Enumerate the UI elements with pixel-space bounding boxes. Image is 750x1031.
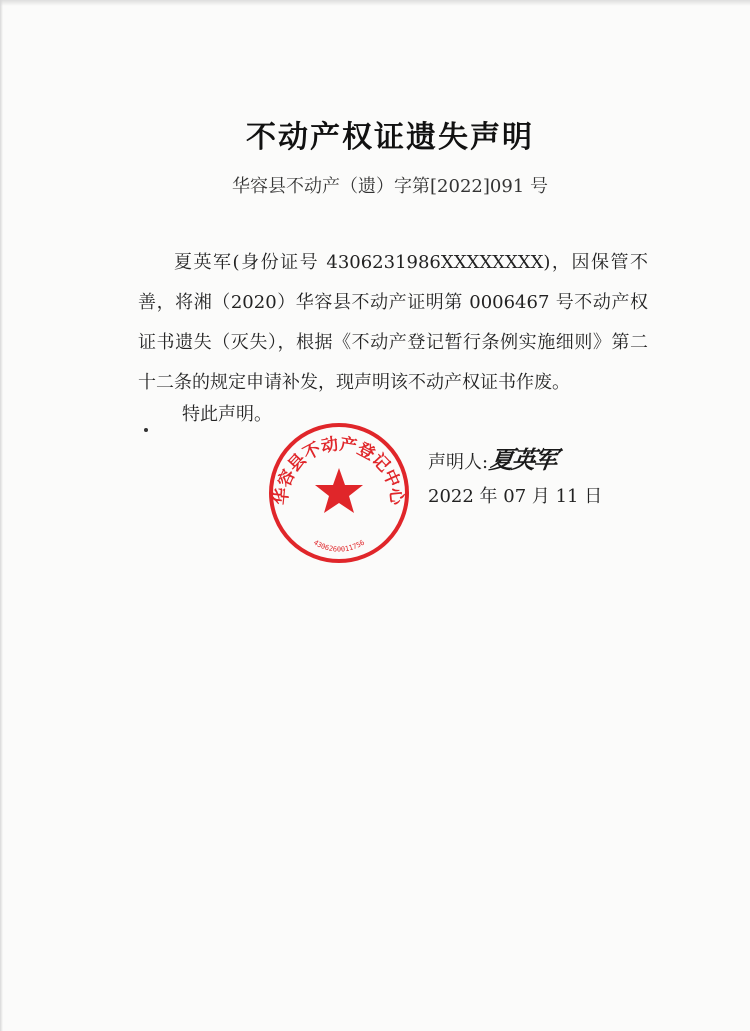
declaration-date: 2022 年 07 月 11 日 [428, 486, 603, 507]
seal-code: 4306260011756 [312, 538, 366, 554]
declarant-line [428, 440, 556, 475]
declaration-paragraph: 夏英军(身份证号 4306231986XXXXXXXX)，因保管不善，将湘（2020）华容县不动产证明第 0006467 号不动产权证书遗失（灭失），根据《不动产登记暂行条例实施细则》第二十二条的规定申请补发，现声明该不动产权证书作废。 [138, 252, 648, 393]
seal-icon [266, 420, 412, 566]
document-title: 不动产权证遗失声明 [246, 120, 534, 155]
scan-edge [0, 0, 750, 6]
document-number: 华容县不动产（遗）字第[2022]091 号 [232, 176, 548, 197]
ink-dot [144, 428, 148, 432]
declarant-label: 声明人: [428, 452, 489, 473]
official-seal [266, 420, 412, 566]
seal-text: 华容县不动产登记中心 [271, 434, 407, 506]
handwritten-signature: 夏英军 [487, 445, 558, 474]
svg-text:4306260011756 [312, 539, 366, 554]
closing-text: 特此声明。 [182, 404, 272, 425]
declaration-body [138, 243, 648, 403]
